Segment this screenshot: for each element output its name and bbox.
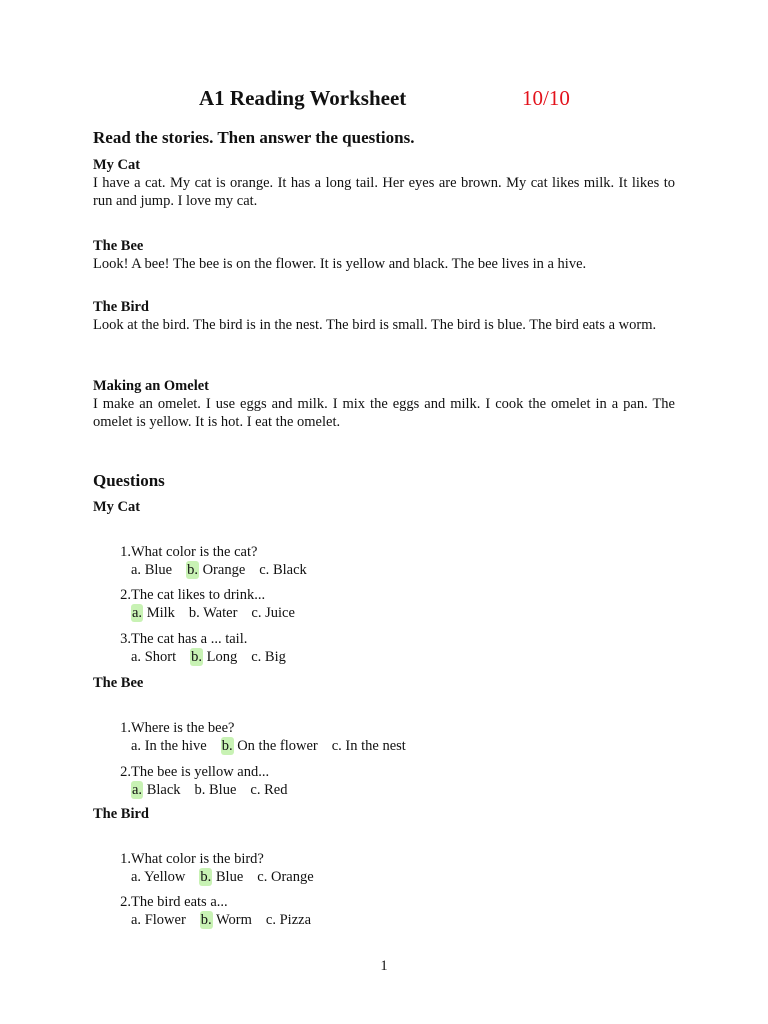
instructions: Read the stories. Then answer the questions.: [93, 128, 415, 147]
option-letter: c.: [265, 912, 276, 928]
title-row: [93, 86, 675, 116]
selected-option-letter: a.: [132, 605, 143, 621]
answer-option[interactable]: [221, 737, 318, 755]
answer-options: [131, 561, 321, 579]
answer-option[interactable]: [259, 561, 307, 579]
story-title: The Bee: [93, 238, 144, 254]
option-text: Black: [272, 562, 307, 578]
option-text: Red: [264, 782, 288, 798]
option-letter: a.: [131, 649, 142, 665]
option-letter: a.: [131, 912, 142, 928]
question-text: Where is the bee?: [131, 720, 235, 736]
section-heading: My Cat: [93, 499, 141, 515]
option-text: Orange: [202, 562, 246, 578]
answer-option[interactable]: [131, 604, 175, 622]
answer-option[interactable]: [131, 911, 186, 929]
question-text: The bee is yellow and...: [131, 764, 270, 780]
answer-option[interactable]: [131, 561, 172, 579]
option-text: Blue: [215, 869, 244, 885]
option-text: Blue: [144, 562, 173, 578]
option-text: Juice: [265, 605, 295, 621]
option-text: Water: [203, 605, 238, 621]
answer-option[interactable]: [251, 648, 286, 666]
page-number: 1: [380, 958, 388, 974]
questions-heading: Questions: [93, 471, 165, 490]
story-title: My Cat: [93, 157, 141, 173]
question-text: The bird eats a...: [131, 894, 228, 910]
story-making-an-omelet: [93, 377, 675, 431]
option-text: Big: [264, 649, 286, 665]
option-letter: c.: [257, 869, 268, 885]
answer-option[interactable]: [131, 648, 176, 666]
question-number: 1.: [120, 851, 131, 867]
answer-option[interactable]: [131, 737, 207, 755]
answer-option[interactable]: [131, 868, 185, 886]
option-text: Pizza: [279, 912, 312, 928]
option-letter: b.: [188, 605, 200, 621]
answer-options: [131, 911, 325, 929]
answer-option[interactable]: [332, 737, 406, 755]
question-number: 1.: [120, 720, 131, 736]
selected-option-letter: a.: [132, 782, 143, 798]
option-letter: a.: [131, 562, 142, 578]
option-text: In the hive: [144, 738, 207, 754]
page-title: A1 Reading Worksheet: [199, 86, 407, 110]
question-number: 1.: [120, 544, 131, 560]
story-title: Making an Omelet: [93, 378, 209, 394]
option-letter: a.: [131, 869, 142, 885]
answer-option[interactable]: [199, 868, 243, 886]
story-the-bee: [93, 237, 675, 273]
answer-options: [131, 781, 301, 799]
option-letter: c.: [251, 649, 262, 665]
question-number: 2.: [120, 764, 131, 780]
option-letter: b.: [194, 782, 206, 798]
option-text: Orange: [270, 869, 314, 885]
question-text: The cat likes to drink...: [131, 587, 266, 603]
selected-option-letter: b.: [187, 562, 198, 578]
answer-option[interactable]: [250, 781, 287, 799]
section-heading: The Bee: [93, 675, 144, 691]
answer-option[interactable]: [257, 868, 313, 886]
answer-option[interactable]: [190, 648, 237, 666]
option-text: In the nest: [345, 738, 406, 754]
answer-options: [131, 868, 328, 886]
story-text: I have a cat. My cat is orange. It has a long tail. Her eyes are brown. My cat likes milk. It likes to run and jump. I love my cat.: [93, 175, 675, 209]
option-text: On the flower: [237, 738, 318, 754]
selected-option-letter: b.: [221, 738, 233, 754]
story-text: Look at the bird. The bird is in the nest. The bird is small. The bird is blue. The bird eats a worm.: [93, 317, 657, 333]
answer-options: [131, 604, 309, 622]
option-text: Short: [144, 649, 177, 665]
option-text: Milk: [146, 605, 175, 621]
answer-options: [131, 737, 420, 755]
question-number: 3.: [120, 631, 131, 647]
section-heading: The Bird: [93, 806, 149, 822]
question-text: The cat has a ... tail.: [131, 631, 248, 647]
answer-options: [131, 648, 300, 666]
option-letter: c.: [331, 738, 342, 754]
answer-option[interactable]: [189, 604, 238, 622]
option-letter: c.: [250, 782, 261, 798]
option-text: Long: [206, 649, 238, 665]
story-title: The Bird: [93, 299, 149, 315]
option-text: Blue: [209, 782, 237, 798]
score-label: 10/10: [522, 86, 570, 110]
question-text: What color is the bird?: [131, 851, 264, 867]
selected-option-letter: b.: [200, 912, 212, 928]
option-text: Flower: [144, 912, 186, 928]
option-letter: a.: [131, 738, 142, 754]
option-text: Yellow: [144, 869, 186, 885]
option-text: Worm: [216, 912, 252, 928]
question-text: What color is the cat?: [131, 544, 258, 560]
story-the-bird: [93, 298, 675, 334]
selected-option-letter: b.: [200, 869, 212, 885]
selected-option-letter: b.: [191, 649, 202, 665]
answer-option[interactable]: [200, 911, 252, 929]
option-letter: c.: [259, 562, 270, 578]
story-text: I make an omelet. I use eggs and milk. I mix the eggs and milk. I cook the omelet in a pan. The omelet is yellow. It is hot. I eat the omelet.: [93, 396, 675, 430]
answer-option[interactable]: [195, 781, 237, 799]
story-my-cat: [93, 156, 675, 210]
answer-option[interactable]: [251, 604, 294, 622]
answer-option[interactable]: [266, 911, 311, 929]
option-letter: c.: [251, 605, 262, 621]
option-text: Black: [146, 782, 181, 798]
question-number: 2.: [120, 587, 131, 603]
answer-option[interactable]: [131, 781, 181, 799]
story-text: Look! A bee! The bee is on the flower. It is yellow and black. The bee lives in a hive.: [93, 256, 587, 272]
answer-option[interactable]: [186, 561, 245, 579]
question-number: 2.: [120, 894, 131, 910]
